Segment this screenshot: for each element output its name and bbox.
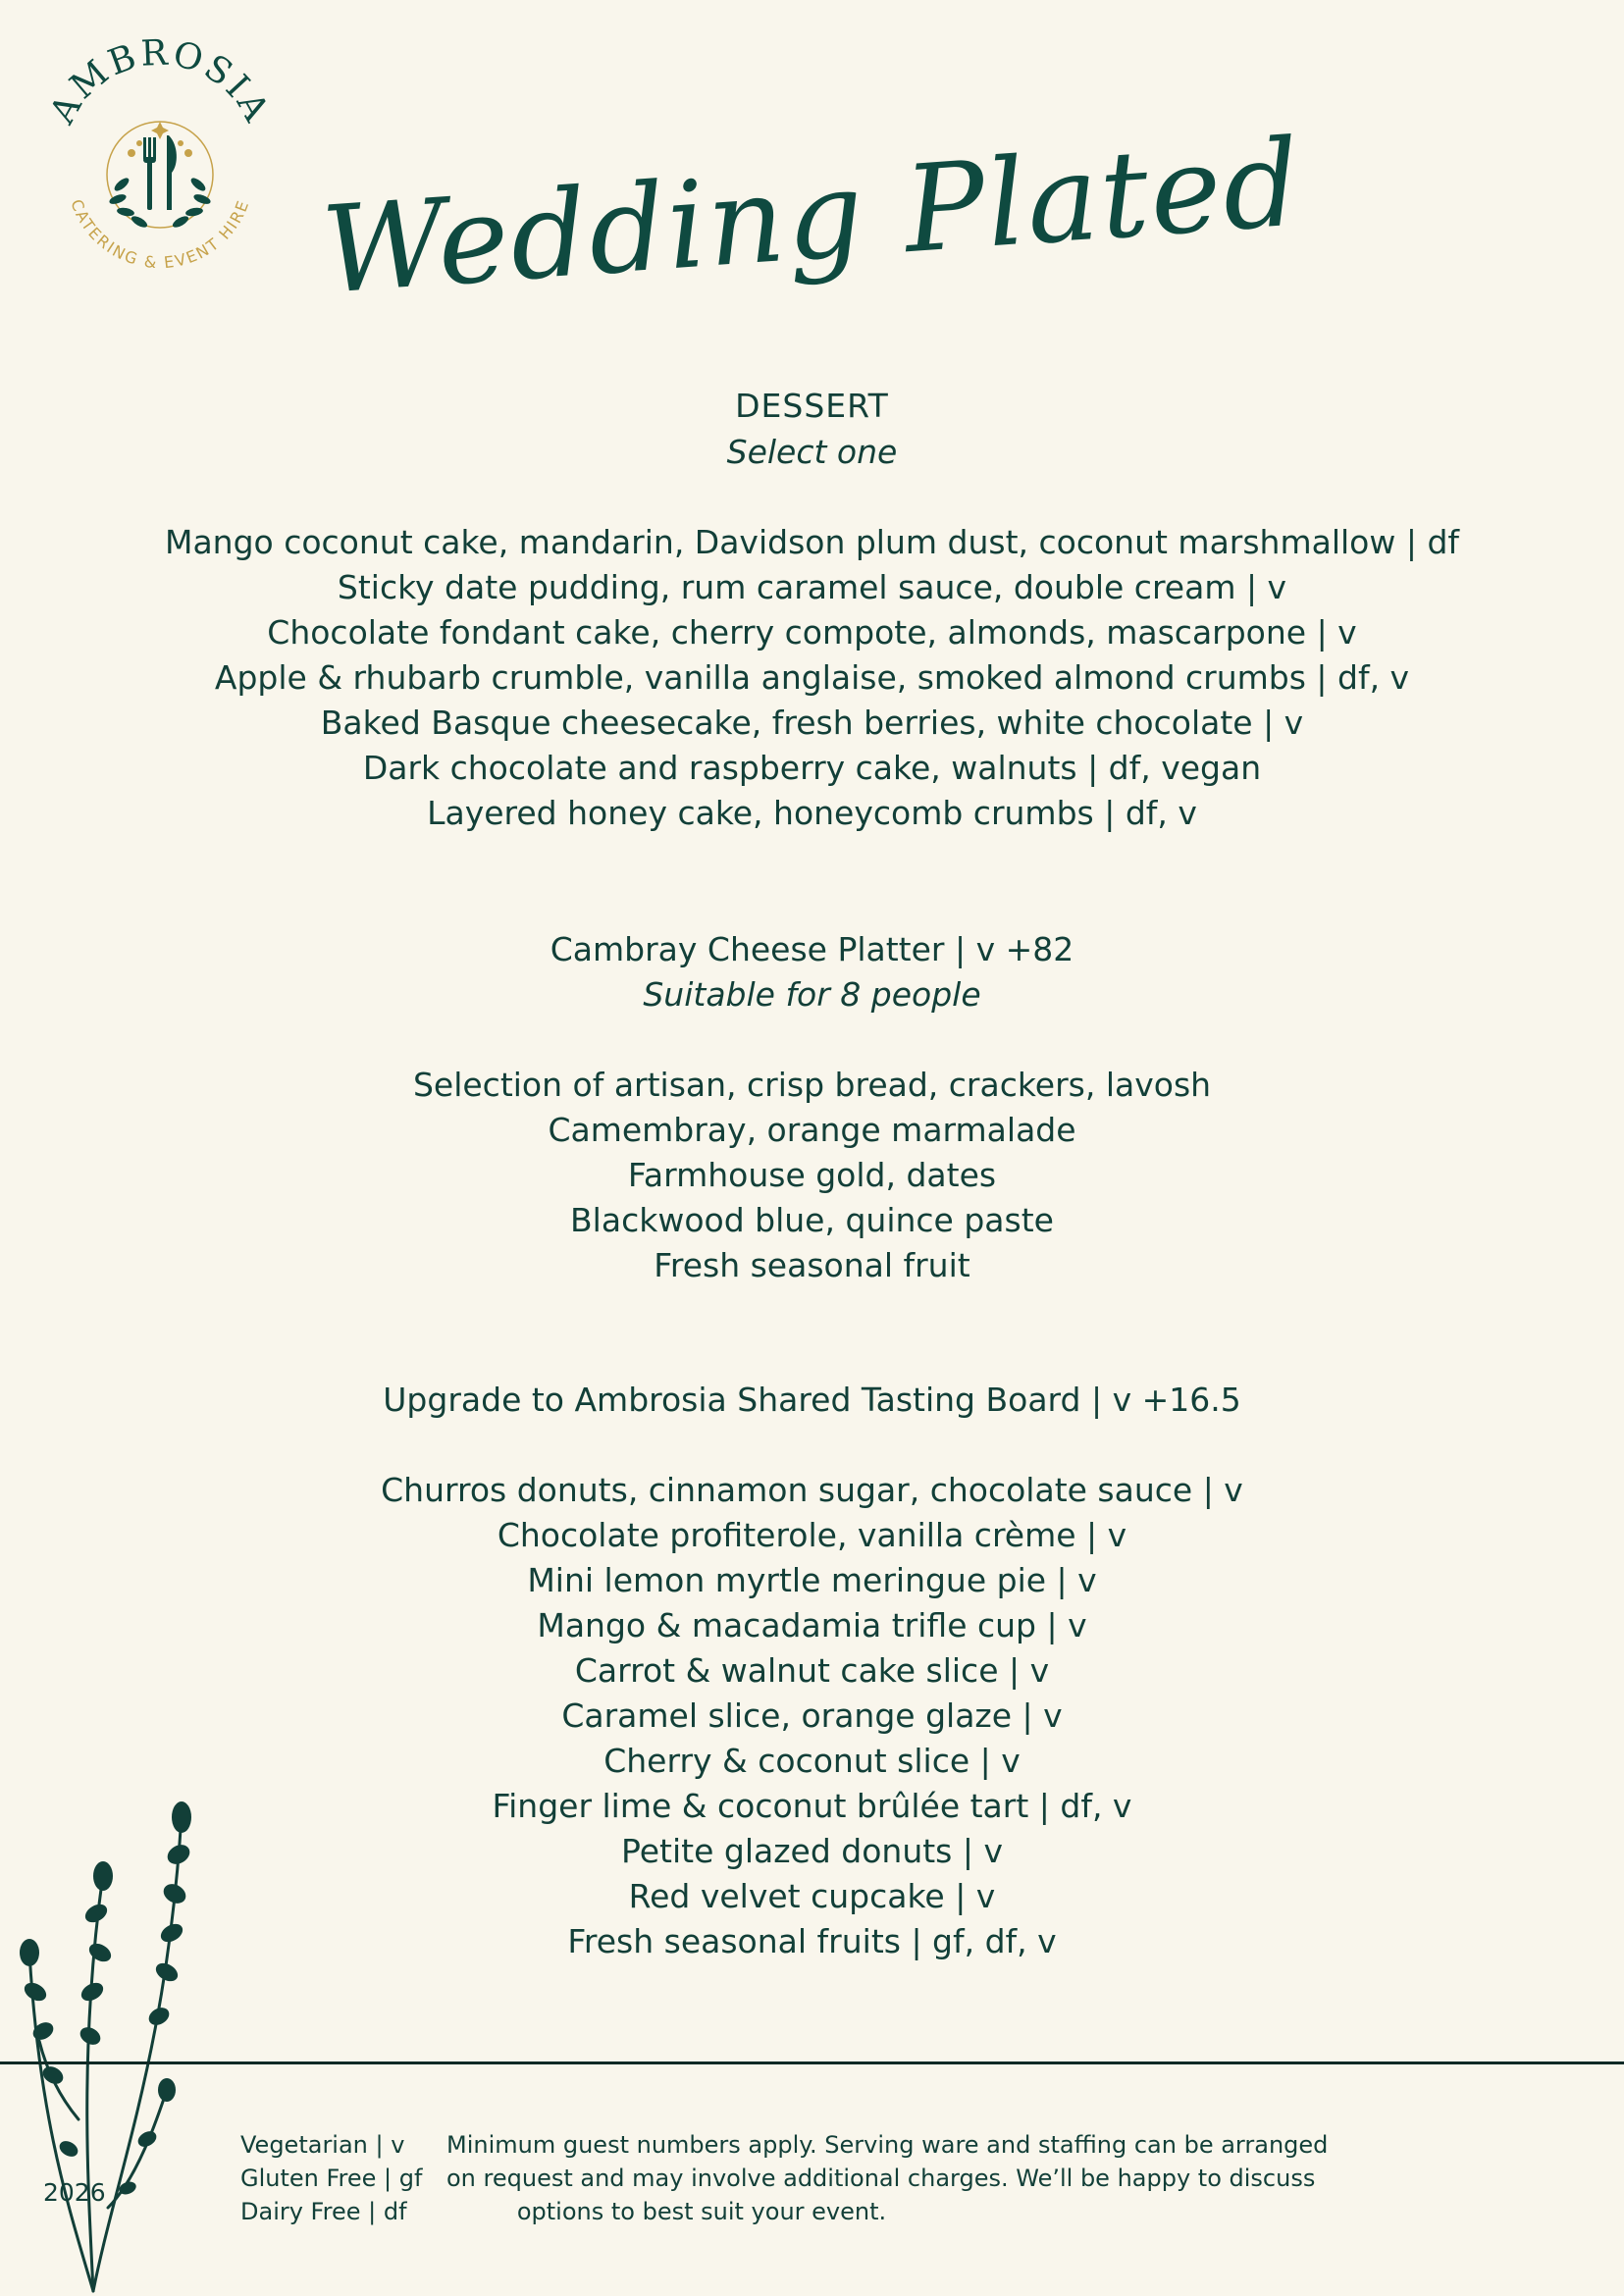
- dessert-section: [0, 383, 1624, 836]
- dessert-subheading: Select one: [726, 433, 898, 471]
- cheese-item: Fresh seasonal fruit: [654, 1246, 970, 1284]
- tasting-heading: Upgrade to Ambrosia Shared Tasting Board | v +16.5: [383, 1381, 1241, 1419]
- tasting-item: Carrot & walnut cake slice | v: [574, 1651, 1050, 1690]
- tasting-item: Petite glazed donuts | v: [621, 1832, 1003, 1870]
- cheese-heading: Cambray Cheese Platter | v +82: [550, 930, 1074, 968]
- herb-sprig-illustration: [10, 1796, 216, 2296]
- footer-year: 2026: [43, 2178, 106, 2207]
- tasting-item: Churros donuts, cinnamon sugar, chocolate sauce | v: [381, 1471, 1243, 1509]
- cheese-section: [0, 927, 1624, 1288]
- footer-note: [446, 2128, 1329, 2228]
- logo-tagline: CATERING & EVENT HIRE: [67, 196, 253, 273]
- cheese-item: Selection of artisan, crisp bread, crackers, lavosh: [412, 1066, 1212, 1104]
- footer-note-line: Minimum guest numbers apply. Serving ware and staffing can be arranged: [446, 2131, 1329, 2159]
- tasting-item: Mini lemon myrtle meringue pie | v: [527, 1561, 1097, 1599]
- dessert-item: Apple & rhubarb crumble, vanilla anglaise, smoked almond crumbs | df, v: [214, 658, 1410, 697]
- tasting-section: [0, 1378, 1624, 1964]
- footer-divider: [0, 2061, 1624, 2064]
- tasting-item: Chocolate profiterole, vanilla crème | v: [497, 1516, 1127, 1554]
- dessert-item: Mango coconut cake, mandarin, Davidson plum dust, coconut marshmallow | df: [164, 523, 1460, 561]
- tasting-item: Mango & macadamia trifle cup | v: [537, 1606, 1087, 1644]
- tasting-item: Finger lime & coconut brûlée tart | df, v: [492, 1787, 1132, 1825]
- page-title: Wedding Plated: [318, 113, 1306, 321]
- dietary-legend: [240, 2128, 422, 2228]
- footer-note-line: options to best suit your event.: [516, 2198, 887, 2225]
- legend-item: Dairy Free | df: [240, 2198, 407, 2225]
- dessert-item: Layered honey cake, honeycomb crumbs | df, v: [427, 794, 1197, 832]
- cheese-item: Farmhouse gold, dates: [627, 1156, 997, 1194]
- dessert-item: Chocolate fondant cake, cherry compote, almonds, mascarpone | v: [267, 613, 1357, 652]
- logo-name: AMBROSIA: [42, 37, 278, 130]
- footer-note-line: on request and may involve additional charges. We’ll be happy to discuss: [446, 2165, 1316, 2192]
- dessert-item: Sticky date pudding, rum caramel sauce, double cream | v: [337, 568, 1287, 606]
- cheese-subheading: Suitable for 8 people: [643, 975, 981, 1014]
- tasting-item: Caramel slice, orange glaze | v: [561, 1696, 1063, 1735]
- dessert-item: Baked Basque cheesecake, fresh berries, white chocolate | v: [320, 704, 1304, 742]
- cheese-item: Camembray, orange marmalade: [548, 1111, 1076, 1149]
- legend-item: Vegetarian | v: [240, 2131, 405, 2159]
- legend-item: Gluten Free | gf: [240, 2165, 423, 2192]
- svg-text:AMBROSIA: [42, 37, 278, 131]
- dessert-item: Dark chocolate and raspberry cake, walnuts | df, vegan: [362, 749, 1262, 787]
- tasting-item: Fresh seasonal fruits | gf, df, v: [567, 1922, 1057, 1960]
- cheese-item: Blackwood blue, quince paste: [570, 1201, 1054, 1239]
- tasting-item: Cherry & coconut slice | v: [603, 1742, 1021, 1780]
- tasting-item: Red velvet cupcake | v: [628, 1877, 996, 1915]
- dessert-heading: DESSERT: [735, 387, 889, 425]
